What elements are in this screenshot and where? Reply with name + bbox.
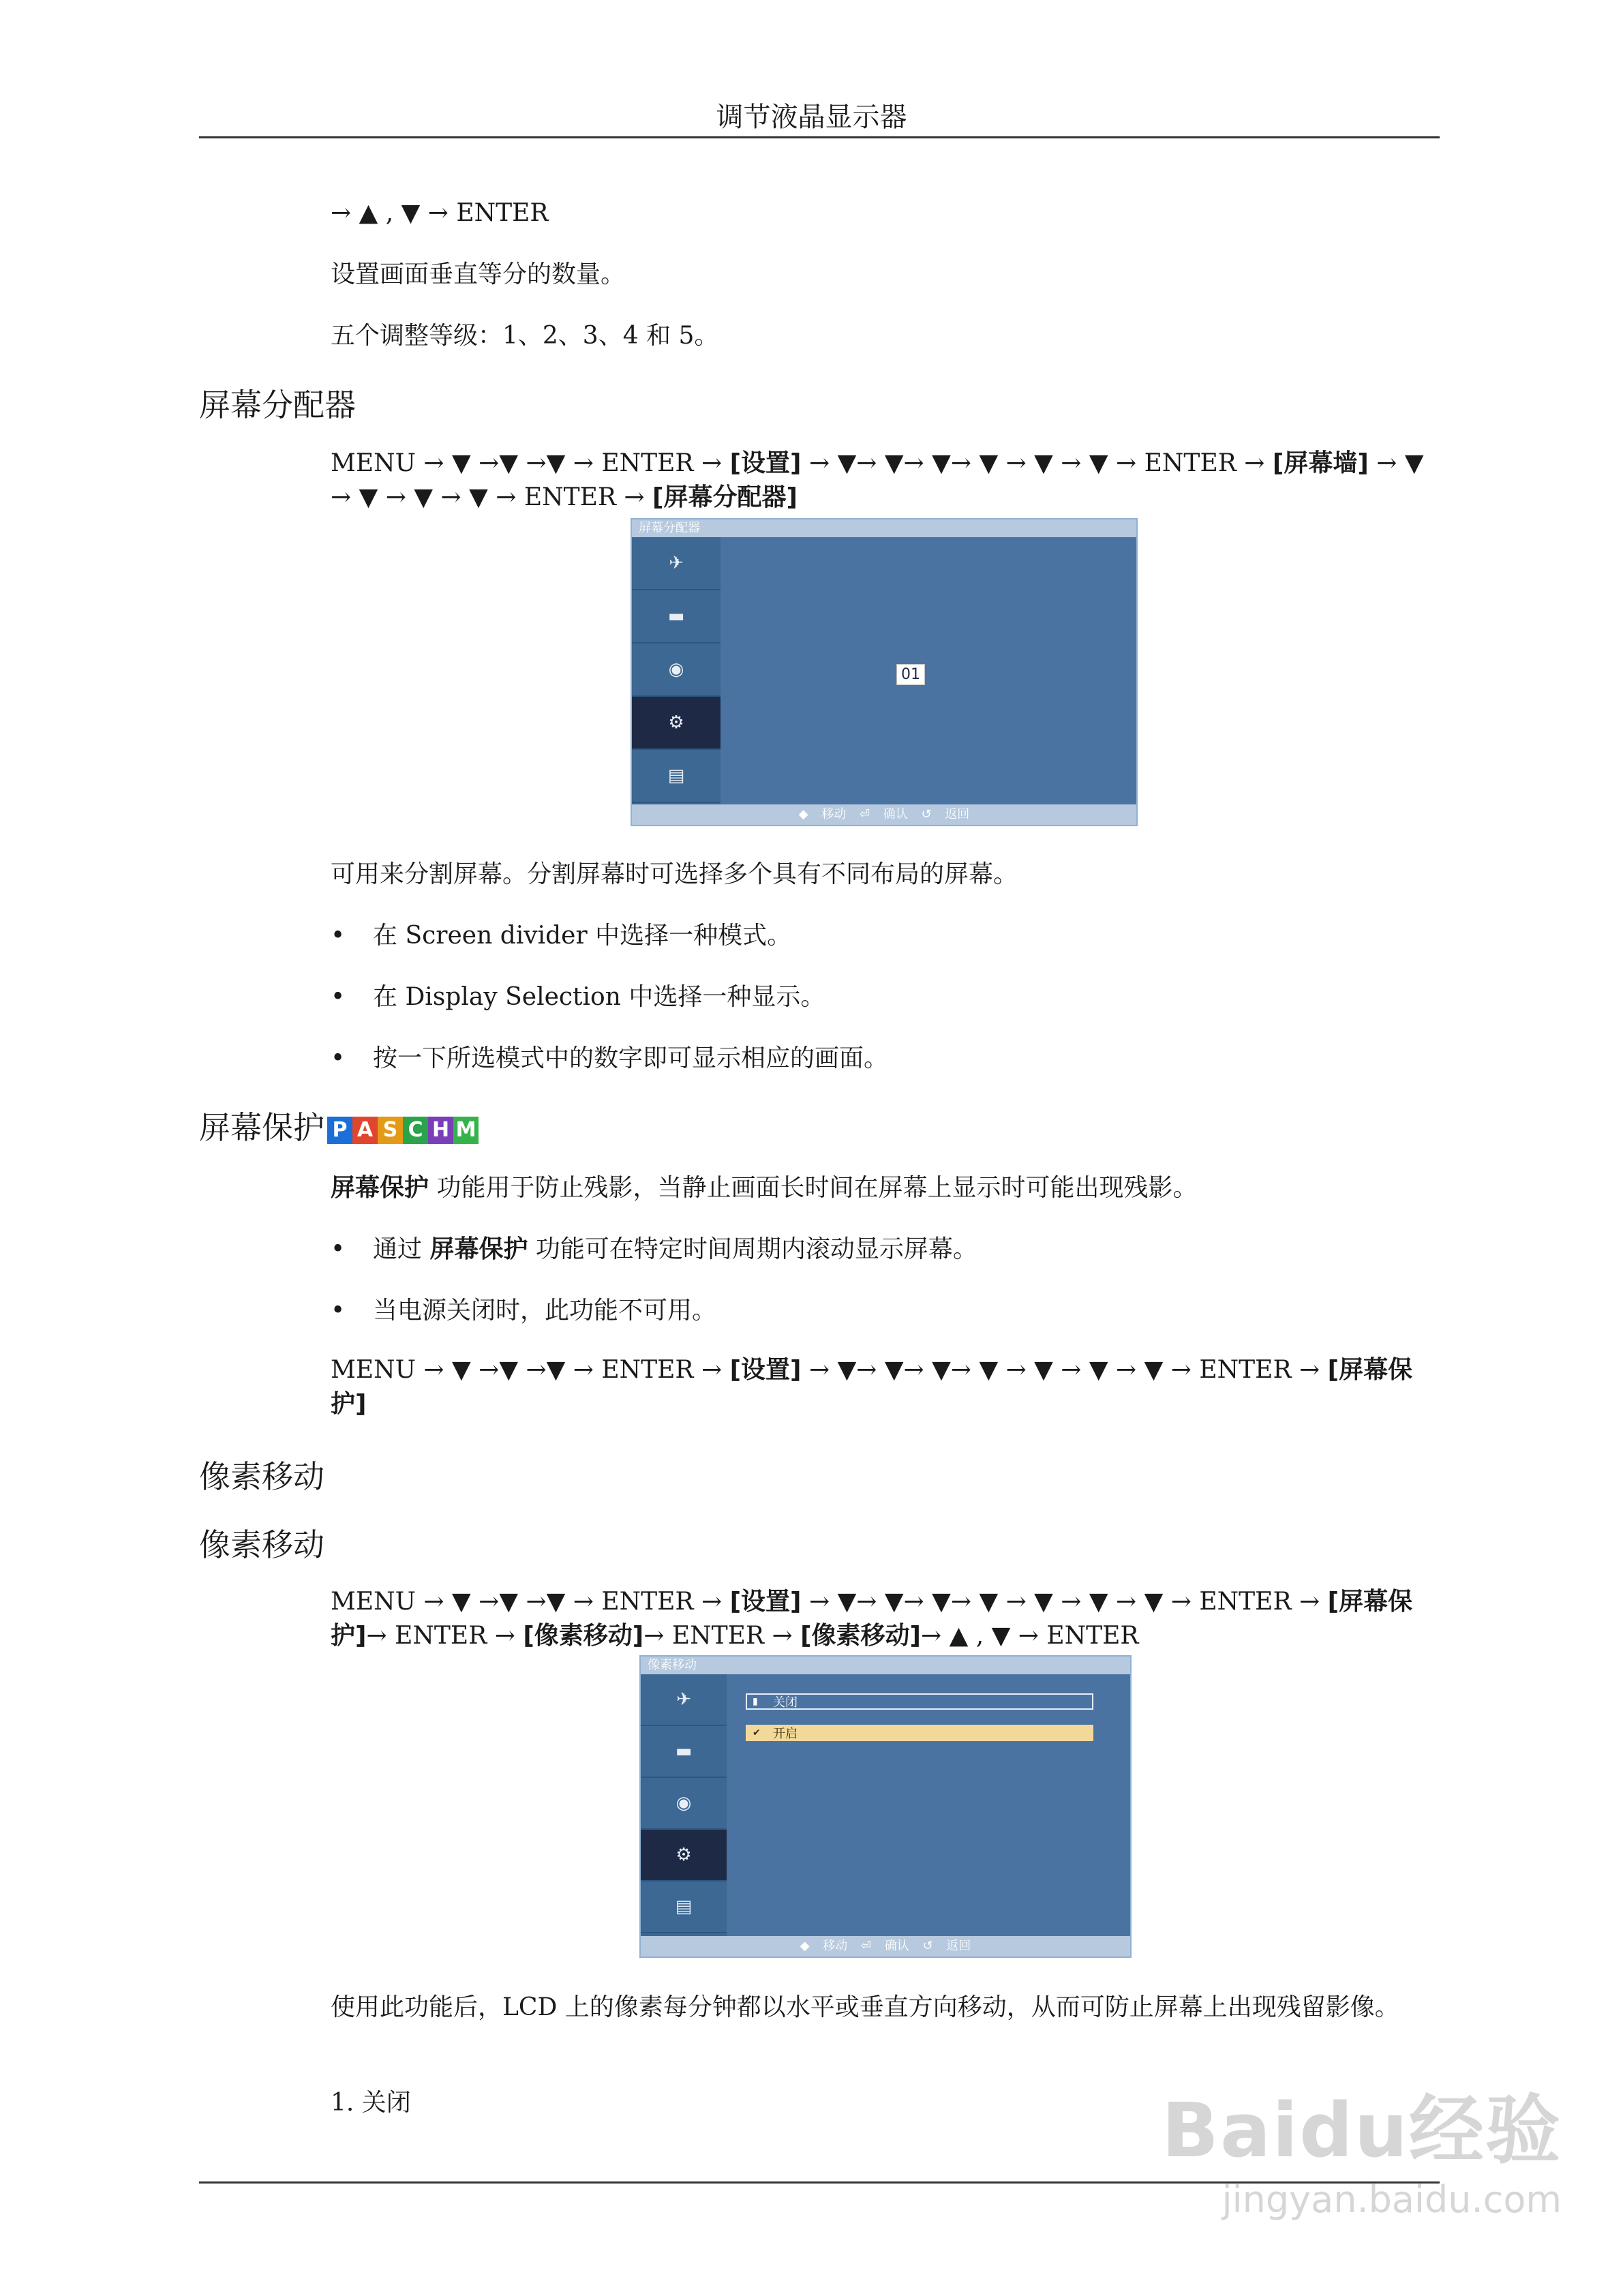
- heading-screen-divider: 屏幕分配器: [199, 387, 356, 423]
- sound-icon[interactable]: ◉: [641, 1778, 727, 1830]
- pixel-menu-path: [331, 1585, 1442, 1653]
- path-text: → ENTER →: [643, 1622, 801, 1650]
- kw-screen-saver: [屏幕保护]: [331, 1588, 1413, 1650]
- baidu-watermark: [1162, 2070, 1562, 2221]
- divider-description: 可用来分割屏幕。分割屏幕时可选择多个具有不同布局的屏幕。: [331, 860, 1018, 888]
- bullet-text: 当电源关闭时，此功能不可用。: [373, 1297, 717, 1325]
- bullet-dot: •: [331, 983, 346, 1011]
- osd-footer: ◆ 移动 ⏎ 确认 ↺ 返回: [632, 804, 1136, 825]
- desc-text: 功能用于防止残影，当静止画面长时间在屏幕上显示时可能出现残影。: [429, 1174, 1198, 1202]
- bullet-text: 在 Screen divider 中选择一种模式。: [373, 922, 792, 950]
- kw-screen-saver: [屏幕保护]: [331, 1356, 1413, 1418]
- intro-line-1: 设置画面垂直等分的数量。: [331, 260, 626, 288]
- osd-title: 屏幕分配器: [632, 519, 1136, 537]
- kw-screen-saver: 屏幕保护: [331, 1174, 429, 1202]
- option-label: 关闭: [773, 1695, 798, 1710]
- bullet-text: 功能可在特定时间周期内滚动显示屏幕。: [528, 1235, 977, 1263]
- kw-settings: [设置]: [729, 1356, 802, 1384]
- bullet-dot: •: [331, 1044, 346, 1072]
- osd-screen-divider: [631, 518, 1138, 826]
- setup-gear-icon[interactable]: ⚙: [632, 697, 721, 750]
- kw-settings: [设置]: [729, 1588, 802, 1616]
- divider-bullet-1: [331, 919, 791, 953]
- option-off[interactable]: [746, 1693, 1093, 1710]
- badge-letter-p: P: [327, 1117, 352, 1144]
- watermark-logo: Baidu经验: [1162, 2087, 1562, 2174]
- saver-bullet-2: [331, 1294, 716, 1328]
- badge-letter-a: A: [352, 1117, 378, 1144]
- divider-bullet-2: [331, 980, 825, 1014]
- radio-icon: ▮: [753, 1696, 758, 1707]
- antenna-icon[interactable]: ✈: [641, 1674, 727, 1726]
- osd-title: 像素移动: [641, 1657, 1130, 1674]
- osd-content: [727, 1674, 1130, 1936]
- picture-icon[interactable]: ▬: [632, 590, 721, 644]
- page-header-title: 调节液晶显示器: [716, 102, 907, 133]
- bullet-dot: •: [331, 1235, 346, 1263]
- osd-footer: ◆ 移动 ⏎ 确认 ↺ 返回: [641, 1936, 1130, 1957]
- header-rule: [199, 136, 1440, 138]
- picture-icon[interactable]: ▬: [641, 1726, 727, 1778]
- kw-video-wall: [屏幕墙]: [1272, 449, 1369, 477]
- option-on[interactable]: [746, 1725, 1093, 1741]
- pixel-description: 使用此功能后，LCD 上的像素每分钟都以水平或垂直方向移动，从而可防止屏幕上出现残留影像。: [331, 1993, 1399, 2021]
- bullet-text: 按一下所选模式中的数字即可显示相应的画面。: [373, 1044, 889, 1072]
- saver-description: [331, 1171, 1197, 1205]
- divider-menu-path: [331, 447, 1442, 515]
- kw-screen-divider: [屏幕分配器]: [652, 483, 798, 511]
- multi-control-icon[interactable]: ▤: [641, 1882, 727, 1933]
- bullet-dot: •: [331, 1297, 346, 1325]
- kw-pixel-shift: [像素移动]: [523, 1622, 644, 1650]
- path-text: → ▼→ ▼→ ▼→ ▼ → ▼ → ▼ → ENTER →: [801, 449, 1273, 477]
- badge-letter-c: C: [403, 1117, 428, 1144]
- divider-bullet-3: [331, 1042, 888, 1076]
- path-text: MENU → ▼ →▼ →▼ → ENTER →: [331, 1588, 730, 1616]
- check-icon: ✔: [753, 1727, 761, 1738]
- screen-number-box[interactable]: 01: [896, 664, 925, 685]
- osd-pixel-shift: [639, 1655, 1132, 1958]
- heading-screen-saver: [199, 1103, 479, 1148]
- path-text: MENU → ▼ →▼ →▼ → ENTER →: [331, 1356, 730, 1384]
- saver-menu-path: [331, 1353, 1442, 1421]
- heading-text: 屏幕保护: [199, 1109, 324, 1146]
- badge-letter-s: S: [378, 1117, 403, 1144]
- bullet-text: 通过: [373, 1235, 430, 1263]
- bullet-dot: •: [331, 922, 346, 950]
- path-text: → ▲ , ▼ → ENTER: [921, 1622, 1139, 1650]
- multi-control-icon[interactable]: ▤: [632, 750, 721, 803]
- badge-letter-h: H: [428, 1117, 453, 1144]
- mode-badge: [327, 1117, 479, 1144]
- path-text: → ▼→ ▼→ ▼→ ▼ → ▼ → ▼ → ▼ → ENTER →: [801, 1356, 1328, 1384]
- badge-letter-m: M: [453, 1117, 479, 1144]
- antenna-icon[interactable]: ✈: [632, 537, 721, 590]
- path-text: → ▼ → ▼ → ▼ → ▼ → ENTER →: [331, 449, 1424, 511]
- kw-settings: [设置]: [729, 449, 802, 477]
- path-text: → ENTER →: [366, 1622, 524, 1650]
- path-text: MENU → ▼ →▼ →▼ → ENTER →: [331, 449, 730, 477]
- subheading-pixel-shift: 像素移动: [199, 1526, 324, 1563]
- kw-screen-saver: 屏幕保护: [429, 1235, 528, 1263]
- path-text: → ▼→ ▼→ ▼→ ▼ → ▼ → ▼ → ▼ → ENTER →: [801, 1588, 1328, 1616]
- pixel-item-1: 1. 关闭: [331, 2089, 411, 2117]
- intro-line-2: 五个调整等级：1、2、3、4 和 5。: [331, 322, 719, 350]
- sound-icon[interactable]: ◉: [632, 644, 721, 697]
- option-label: 开启: [773, 1727, 798, 1741]
- intro-nav: → ▲ , ▼ → ENTER: [331, 199, 549, 227]
- osd-content: [721, 537, 1136, 804]
- kw-pixel-shift: [像素移动]: [800, 1622, 921, 1650]
- osd-sidebar: [641, 1674, 727, 1936]
- bullet-text: 在 Display Selection 中选择一种显示。: [373, 983, 825, 1011]
- heading-pixel-shift: 像素移动: [199, 1458, 324, 1495]
- osd-sidebar: [632, 537, 721, 804]
- saver-bullet-1: [331, 1233, 977, 1267]
- watermark-url: jingyan.baidu.com: [1222, 2178, 1562, 2221]
- setup-gear-icon[interactable]: ⚙: [641, 1830, 727, 1882]
